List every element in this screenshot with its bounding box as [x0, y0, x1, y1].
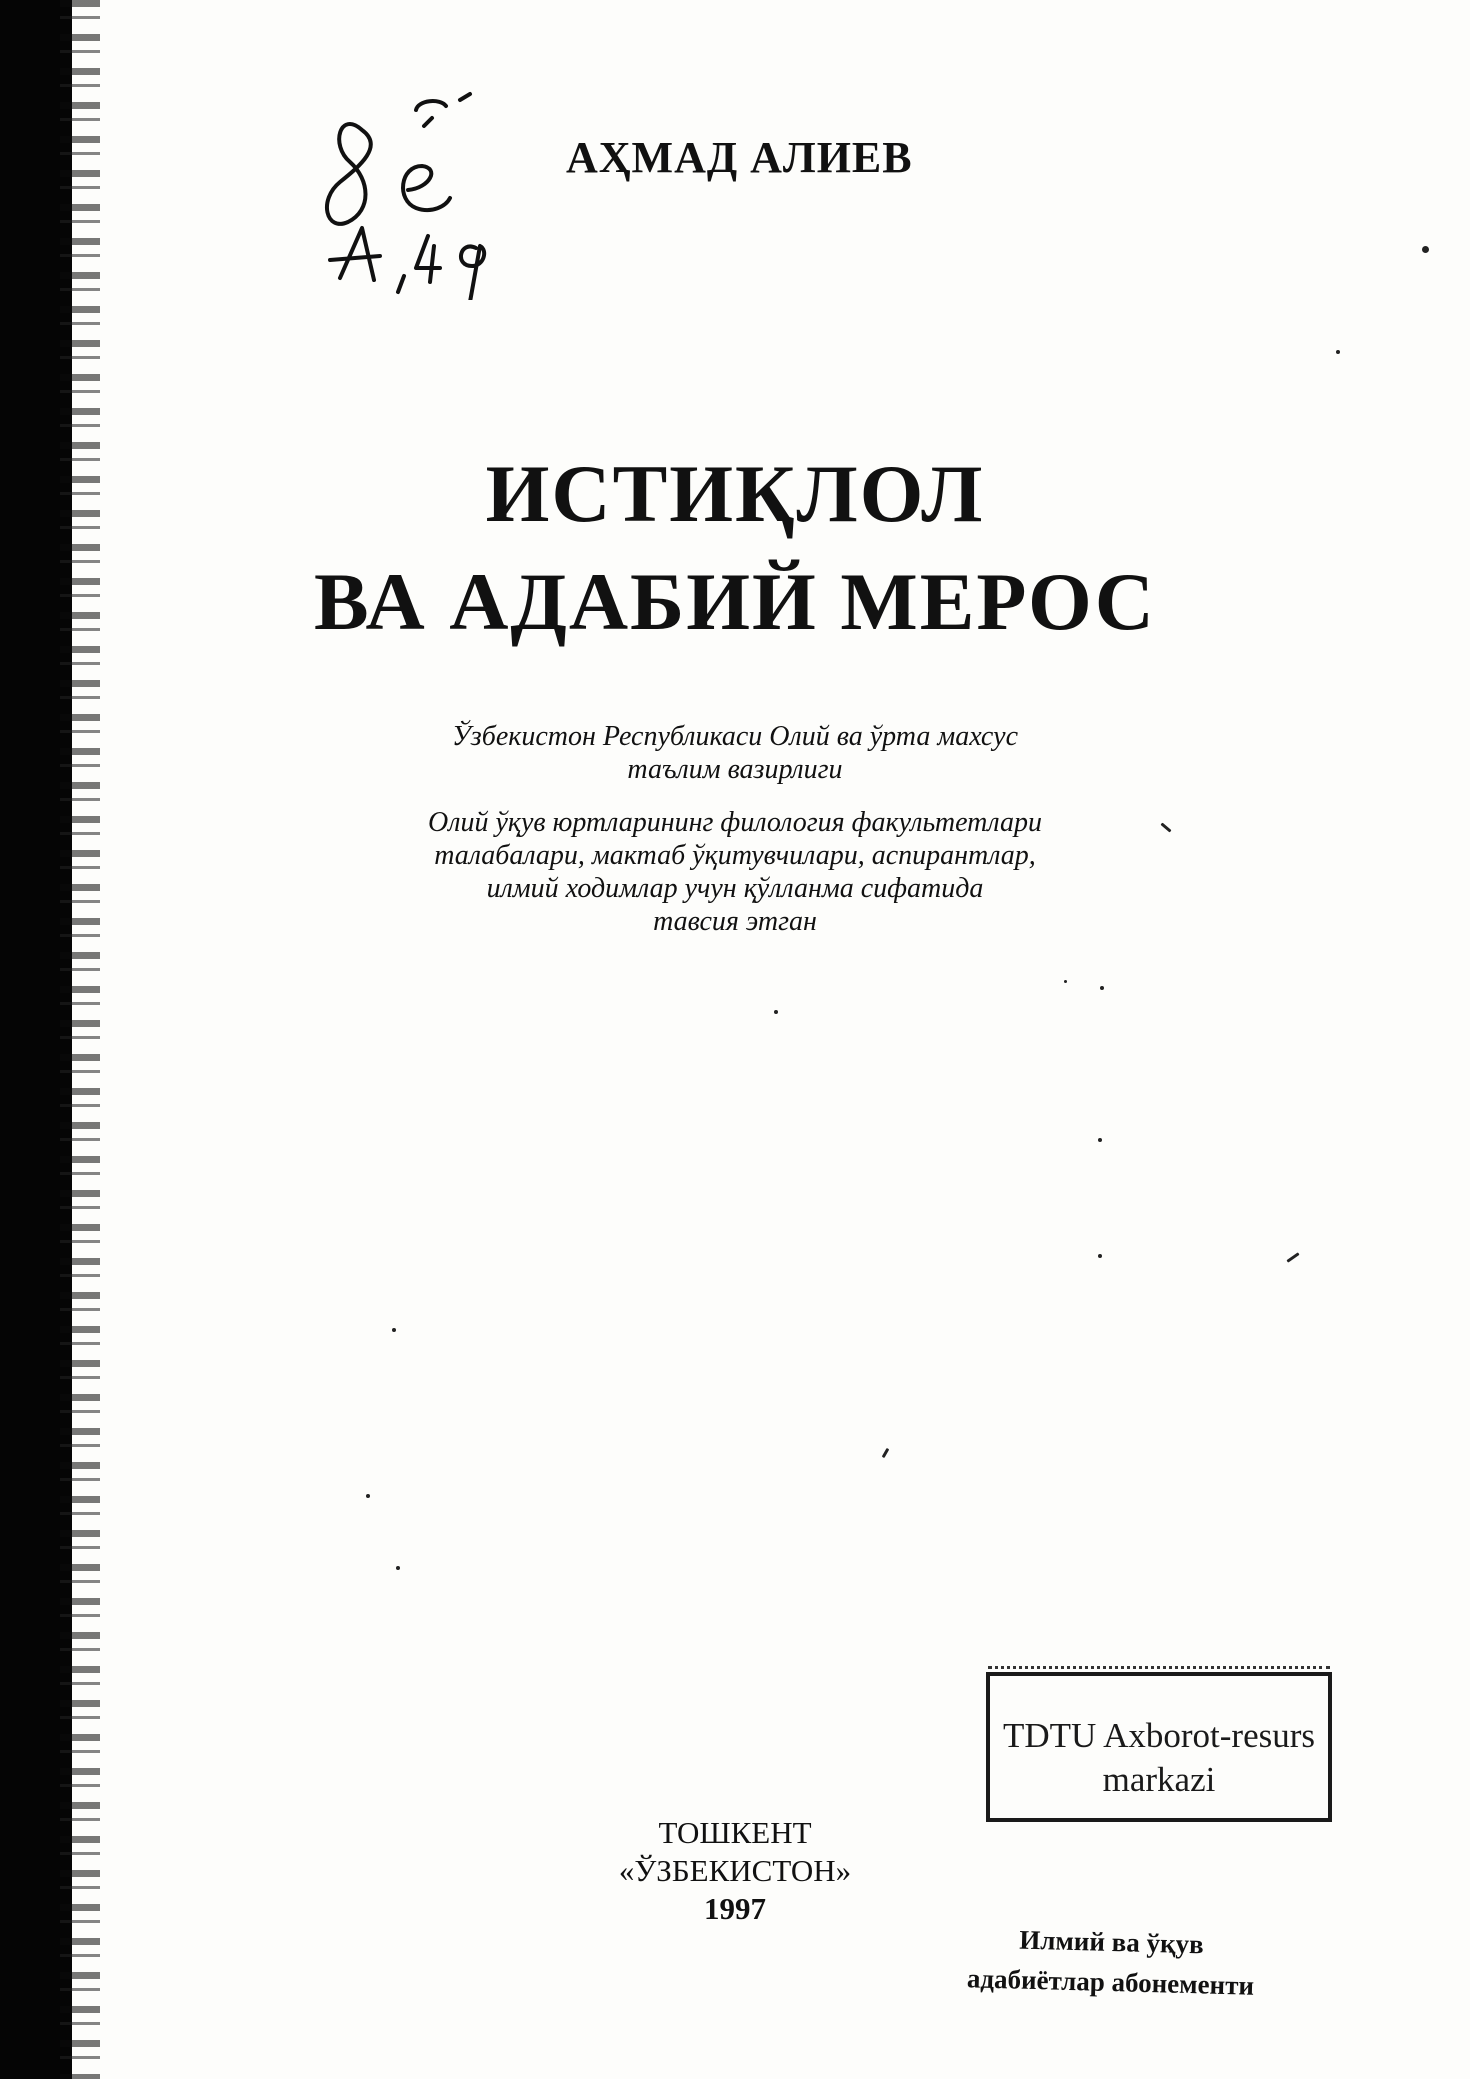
stamp-line: TDTU Axborot-resurs	[1002, 1716, 1316, 1755]
book-title-line: ВА АДАБИЙ МЕРОС	[313, 556, 1157, 647]
scan-speck	[1336, 350, 1340, 354]
subscription-stamp-line: Илмий ва ўқув	[1018, 1924, 1205, 1960]
recommendation-line: Олий ўқув юртларининг филология факультетлари	[428, 807, 1042, 838]
recommendation-statement	[0, 806, 1470, 938]
scan-speck	[774, 1010, 778, 1014]
scan-speck	[1098, 1254, 1102, 1258]
imprint-year: 1997	[704, 1891, 766, 1926]
handwritten-call-number-icon	[300, 70, 560, 300]
book-title	[0, 440, 1470, 656]
scan-speck	[366, 1494, 370, 1498]
scan-speck	[1098, 1138, 1102, 1142]
book-title-line: ИСТИҚЛОЛ	[485, 448, 985, 539]
recommendation-line: илмий ходимлар учун қўлланма сифатида	[486, 873, 984, 904]
ministry-statement-line: таълим вазирлиги	[627, 754, 843, 785]
author-name: АҲМАД АЛИЕВ	[566, 133, 913, 182]
subscription-stamp-line: адабиётлар абонементи	[966, 1963, 1255, 2001]
ministry-statement-line: Ўзбекистон Республикаси Олий ва ўрта махсус	[451, 721, 1019, 752]
scan-speck	[1100, 986, 1104, 990]
recommendation-line: тавсия этган	[653, 906, 817, 937]
subscription-stamp	[945, 1918, 1277, 2007]
imprint-publisher: «ЎЗБЕКИСТОН»	[618, 1853, 852, 1888]
library-resource-stamp	[986, 1672, 1332, 1822]
scan-speck	[396, 1566, 400, 1570]
stamp-line: markazi	[1102, 1760, 1216, 1799]
recommendation-line: талабалари, мактаб ўқитувчилари, аспирантлар,	[434, 840, 1036, 871]
scan-speck	[1286, 1252, 1299, 1262]
scan-speck	[1064, 980, 1067, 983]
ministry-statement	[0, 720, 1470, 786]
scan-speck	[1422, 246, 1429, 253]
imprint-city: ТОШКЕНТ	[658, 1815, 812, 1850]
binding-edge-ragged	[60, 0, 100, 2079]
scan-speck	[392, 1328, 396, 1332]
scan-speck	[882, 1448, 890, 1458]
